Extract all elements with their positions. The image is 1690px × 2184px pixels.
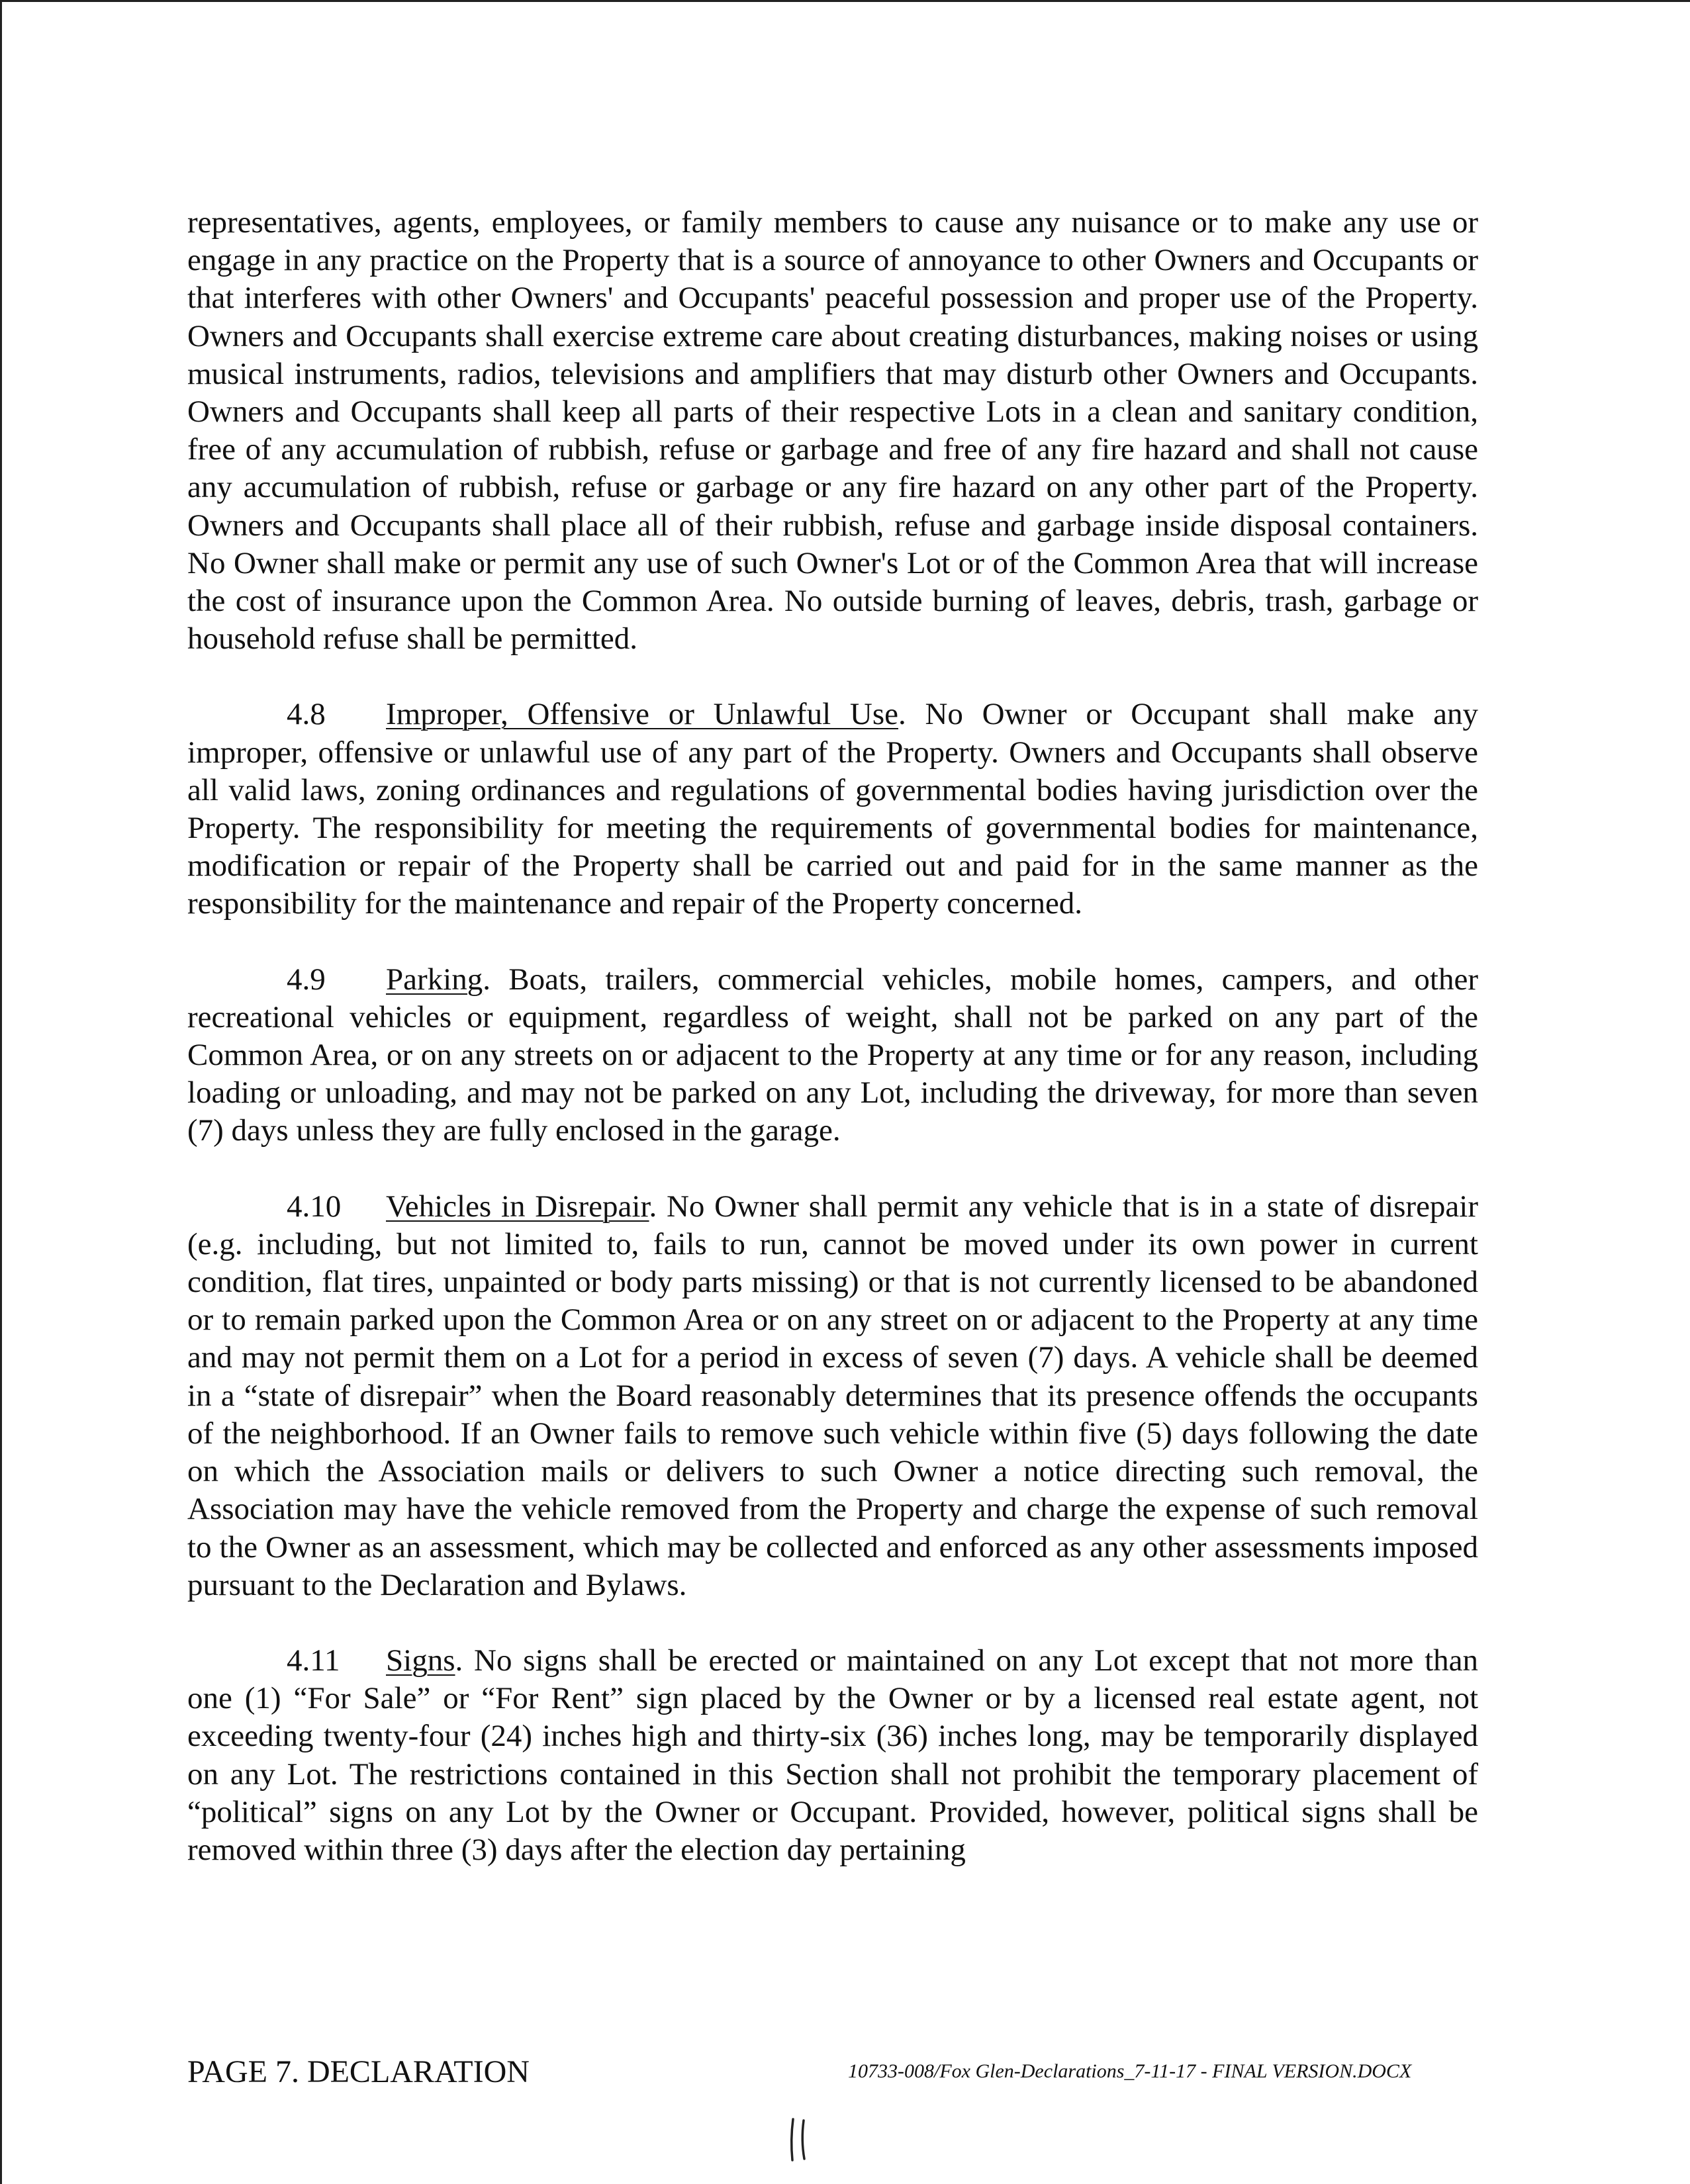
section-text: . No signs shall be erected or maintained on any Lot except that not more than one (1) “For Sale” or “For Rent” sign placed by the Owner or by a licensed real estate agent, not exceeding twenty-four (24) inches high and thirty-six (36) inches long, may be temporarily displayed on any Lot. The restrictions contained in this Section shall not prohibit the temporary placement of “political” signs on any Lot by the Owner or Occupant. Provided, however, political signs shall be removed within three (3) days after the election day pertaining: [187, 1643, 1478, 1867]
file-reference: 10733-008/Fox Glen-Declarations_7-11-17 - FINAL VERSION.DOCX: [848, 2060, 1412, 2082]
handwritten-initial-mark: [786, 2116, 813, 2163]
document-body: [187, 204, 1478, 1907]
section-4-8: [187, 696, 1478, 923]
section-number: 4.10: [287, 1189, 342, 1224]
paragraph-continuation: [187, 204, 1478, 658]
section-text: . No Owner or Occupant shall make any improper, offensive or unlawful use of any part of the Property. Owners and Occupants shall observe all valid laws, zoning ordinances and regulations of governmental bodies having jurisdiction over the Property. The responsibility for meeting the requirements of governmental bodies for maintenance, modification or repair of the Property shall be carried out and paid for in the same manner as the responsibility for the maintenance and repair of the Property concerned.: [187, 697, 1478, 921]
section-text: . Boats, trailers, commercial vehicles, mobile homes, campers, and other recreational vehicles or equipment, regardless of weight, shall not be parked on any part of the Common Area, or on any streets on or adjacent to the Property at any time or for any reason, including loading or unloading, and may not be parked on any Lot, including the driveway, for more than seven (7) days unless they are fully enclosed in the garage.: [187, 962, 1478, 1148]
section-4-10: [187, 1188, 1478, 1604]
section-4-9: [187, 961, 1478, 1150]
section-number: 4.8: [287, 697, 326, 732]
section-number: 4.11: [287, 1643, 340, 1678]
page-label: PAGE 7. DECLARATION: [187, 2054, 530, 2089]
section-4-11: [187, 1642, 1478, 1869]
paragraph-text: representatives, agents, employees, or family members to cause any nuisance or to make any use or engage in any practice on the Property that is a source of annoyance to other Owners and Occupants or that interferes with other Owners' and Occupants' peaceful possession and proper use of the Property. Owners and Occupants shall exercise extreme care about creating disturbances, making noises or using musical instruments, radios, televisions and amplifiers that may disturb other Owners and Occupants. Owners and Occupants shall keep all parts of their respective Lots in a clean and sanitary condition, free of any accumulation of rubbish, refuse or garbage and free of any fire hazard and shall not cause any accumulation of rubbish, refuse or garbage or any fire hazard on any other part of the Property. Owners and Occupants shall place all of their rubbish, refuse and garbage inside disposal containers. No Owner shall make or permit any use of such Owner's Lot or of the Common Area that will increase the cost of insurance upon the Common Area. No outside burning of leaves, debris, trash, garbage or household refuse shall be permitted.: [187, 205, 1478, 657]
section-heading: Signs: [386, 1643, 455, 1678]
section-number: 4.9: [287, 962, 326, 997]
section-heading: Improper, Offensive or Unlawful Use: [386, 697, 898, 732]
section-text: . No Owner shall permit any vehicle that is in a state of disrepair (e.g. including, but not limited to, fails to run, cannot be moved under its own power in current condition, flat tires, unpainted or body parts missing) or that is not currently licensed to be abandoned or to remain parked upon the Common Area or on any street on or adjacent to the Property at any time and may not permit them on a Lot for a period in excess of seven (7) days. A vehicle shall be deemed in a “state of disrepair” when the Board reasonably determines that its presence offends the occupants of the neighborhood. If an Owner fails to remove such vehicle within five (5) days following the date on which the Association mails or delivers to such Owner a notice directing such removal, the Association may have the vehicle removed from the Property and charge the expense of such removal to the Owner as an assessment, which may be collected and enforced as any other assessments imposed pursuant to the Declaration and Bylaws.: [187, 1189, 1478, 1602]
section-heading: Vehicles in Disrepair: [386, 1189, 649, 1224]
section-heading: Parking: [386, 962, 483, 997]
